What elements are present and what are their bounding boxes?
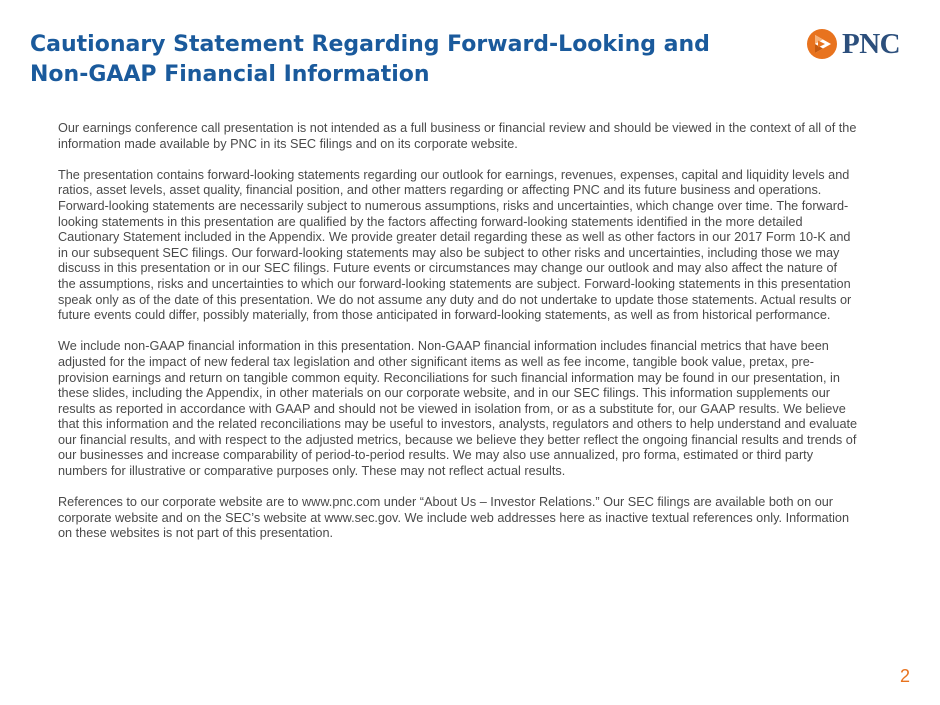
pnc-logo bbox=[806, 28, 916, 60]
page-title-line-1: Cautionary Statement Regarding Forward-Looking and bbox=[30, 32, 710, 57]
pnc-logo-text: PNC bbox=[842, 28, 901, 60]
page-number: 2 bbox=[899, 666, 910, 686]
page-title-line-2: Non-GAAP Financial Information bbox=[30, 62, 430, 87]
page-title bbox=[30, 30, 750, 90]
paragraph-non-gaap: We include non-GAAP financial information in this presentation. Non-GAAP financial information includes financial metrics that have been adjusted for the impact of new federal tax legislation and other significant items as well as fee income, tangible book value, pretax, pre-provision earnings and return on tangible common equity. Reconciliations for such financial information may be found in our presentation, in these slides, including the Appendix, in other materials on our corporate website, and in our SEC filings. This information supplements our results as reported in accordance with GAAP and should not be viewed in isolation from, or as a substitute for, our GAAP results. We believe that this information and the related reconciliations may be useful to investors, analysts, regulators and others to help understand and evaluate our financial results, and with respect to the adjusted metrics, because we believe they better reflect the ongoing financial results and trends of our businesses and increase comparability of period-to-period results. We may also use annualized, pro forma, estimated or third party numbers for illustrative or comparative purposes only. These may not reflect actual results. bbox=[58, 339, 858, 479]
paragraph-website-references: References to our corporate website are to www.pnc.com under “About Us – Investor Relations.” Our SEC filings are available both on our corporate website and on the SEC’s website at www.sec.gov. We include web addresses here as inactive textual references only. Information on these websites is not part of this presentation. bbox=[58, 495, 850, 541]
paragraph-presentation-scope: Our earnings conference call presentation is not intended as a full business or financial review and should be viewed in the context of all of the information made available by PNC in its SEC filings and on its corporate website. bbox=[58, 121, 857, 151]
paragraph-forward-looking: The presentation contains forward-looking statements regarding our outlook for earnings, revenues, expenses, capital and liquidity levels and ratios, asset levels, asset quality, financial position, and other matters regarding or affecting PNC and its future business and operations. Forward-looking statements are necessarily subject to numerous assumptions, risks and uncertainties, which change over time. The forward-looking statements in this presentation are qualified by the factors affecting forward-looking statements identified in the more detailed Cautionary Statement included in the Appendix. We provide greater detail regarding these as well as other factors in our 2017 Form 10-K and in our subsequent SEC filings. Our forward-looking statements may also be subject to other risks and uncertainties, including those we may discuss in this presentation or in our SEC filings. Future events or circumstances may change our outlook and may also affect the nature of the assumptions, risks and uncertainties to which our forward-looking statements are subject. Forward-looking statements in this presentation speak only as of the date of this presentation. We do not assume any duty and do not undertake to update those statements. Actual results or future events could differ, possibly materially, from those anticipated in forward-looking statements, as well as from historical performance. bbox=[58, 167, 852, 323]
pnc-triangle-logo-icon bbox=[806, 28, 838, 60]
disclaimer-body bbox=[58, 121, 858, 558]
